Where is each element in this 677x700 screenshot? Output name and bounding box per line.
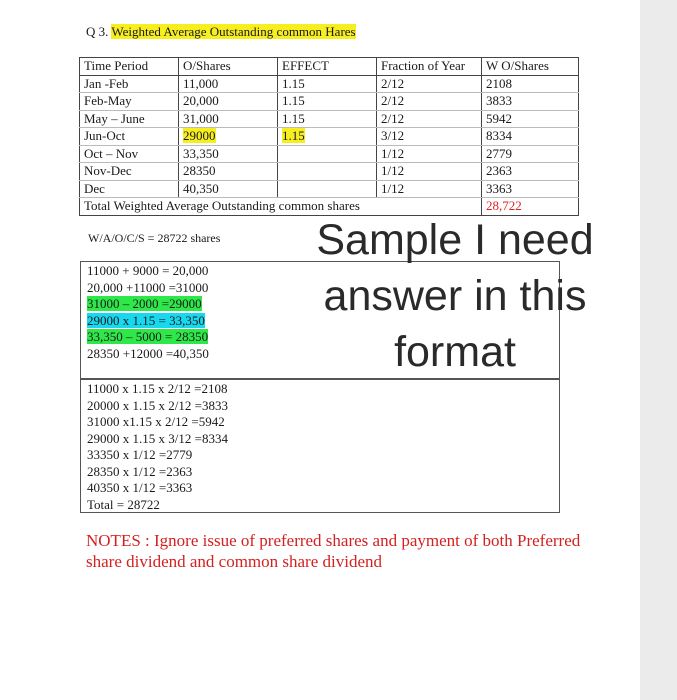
question-title-text: Weighted Average Outstanding common Hares [111,24,356,39]
header-effect: EFFECT [278,58,377,76]
cell-period: Feb-May [80,93,179,111]
calc-line: 11000 + 9000 = 20,000 [87,263,209,278]
calc-line: 11000 x 1.15 x 2/12 =2108 [87,381,228,396]
calc-line: 40350 x 1/12 =3363 [87,480,193,495]
table-row [80,93,579,111]
table-header-row [80,58,579,76]
highlighted-shares: 29000 [183,128,216,144]
header-w-o-shares: W O/Shares [482,58,579,76]
cell-period: Oct – Nov [80,145,179,163]
highlighted-calc: 29000 x 1.15 = 33,350 [87,312,205,328]
cell-shares: 28350 [179,163,278,181]
question-title [86,24,356,40]
weighted-average-table [79,57,579,216]
overlay-line: Sample I need [316,216,594,264]
calc-line: 29000 x 1.15 x 3/12 =8334 [87,430,228,446]
weighted-calculation-box [80,379,560,513]
question-number: Q 3. [86,24,109,39]
table-row [80,110,579,128]
cell-effect: 1.15 [278,110,377,128]
overlay-line: answer in this [323,272,587,320]
cell-effect: 1.15 [278,75,377,93]
waocs-summary: W/A/O/C/S = 28722 shares [88,231,221,245]
calc-line: 20,000 +11000 =31000 [87,279,209,295]
cell-fraction: 2/12 [377,110,482,128]
cell-shares: 33,350 [179,145,278,163]
cell-period: Jun-Oct [80,128,179,146]
cell-weighted: 2779 [482,145,579,163]
cell-weighted: 8334 [482,128,579,146]
calc-line: 28350 x 1/12 =2363 [87,463,193,479]
cell-fraction: 3/12 [377,128,482,146]
table-row [80,180,579,198]
highlighted-calc: 33,350 – 5000 = 28350 [87,329,209,344]
calc-line: 20000 x 1.15 x 2/12 =3833 [87,397,228,413]
header-fraction-of-year: Fraction of Year [377,58,482,76]
calc-line: 28350 +12000 =40,350 [87,345,209,361]
cell-effect [278,163,377,181]
table-row [80,128,579,146]
cell-period: Dec [80,180,179,198]
overlay-line: format [394,328,516,376]
cell-shares [179,128,278,146]
header-o-shares: O/Shares [179,58,278,76]
highlighted-calc: 31000 – 2000 =29000 [87,296,202,311]
table-row [80,75,579,93]
cell-weighted: 2363 [482,163,579,181]
calc-line: 31000 x1.15 x 2/12 =5942 [87,414,225,429]
total-label: Total Weighted Average Outstanding common shares [80,198,482,216]
cell-effect: 1.15 [278,93,377,111]
sample-format-overlay [290,212,620,380]
highlighted-effect: 1.15 [282,128,305,144]
calc-total-line: Total = 28722 [87,496,160,512]
page-edge-strip [640,0,677,700]
cell-fraction: 1/12 [377,163,482,181]
cell-fraction: 2/12 [377,75,482,93]
cell-fraction: 1/12 [377,180,482,198]
table-row [80,145,579,163]
cell-shares: 11,000 [179,75,278,93]
cell-fraction: 1/12 [377,145,482,163]
cell-weighted: 2108 [482,75,579,93]
cell-effect [278,128,377,146]
cell-shares: 20,000 [179,93,278,111]
notes-text: NOTES : Ignore issue of preferred shares and payment of both Preferred share dividend and common share dividend [86,531,581,571]
cell-weighted: 5942 [482,110,579,128]
cell-shares: 31,000 [179,110,278,128]
cell-effect [278,180,377,198]
cell-weighted: 3833 [482,93,579,111]
cell-weighted: 3363 [482,180,579,198]
cell-period: Jan -Feb [80,75,179,93]
table-row [80,163,579,181]
cell-fraction: 2/12 [377,93,482,111]
calc-line: 33350 x 1/12 =2779 [87,447,193,462]
header-time-period: Time Period [80,58,179,76]
cell-shares: 40,350 [179,180,278,198]
total-value: 28,722 [482,198,579,216]
cell-effect [278,145,377,163]
cell-period: May – June [80,110,179,128]
cell-period: Nov-Dec [80,163,179,181]
